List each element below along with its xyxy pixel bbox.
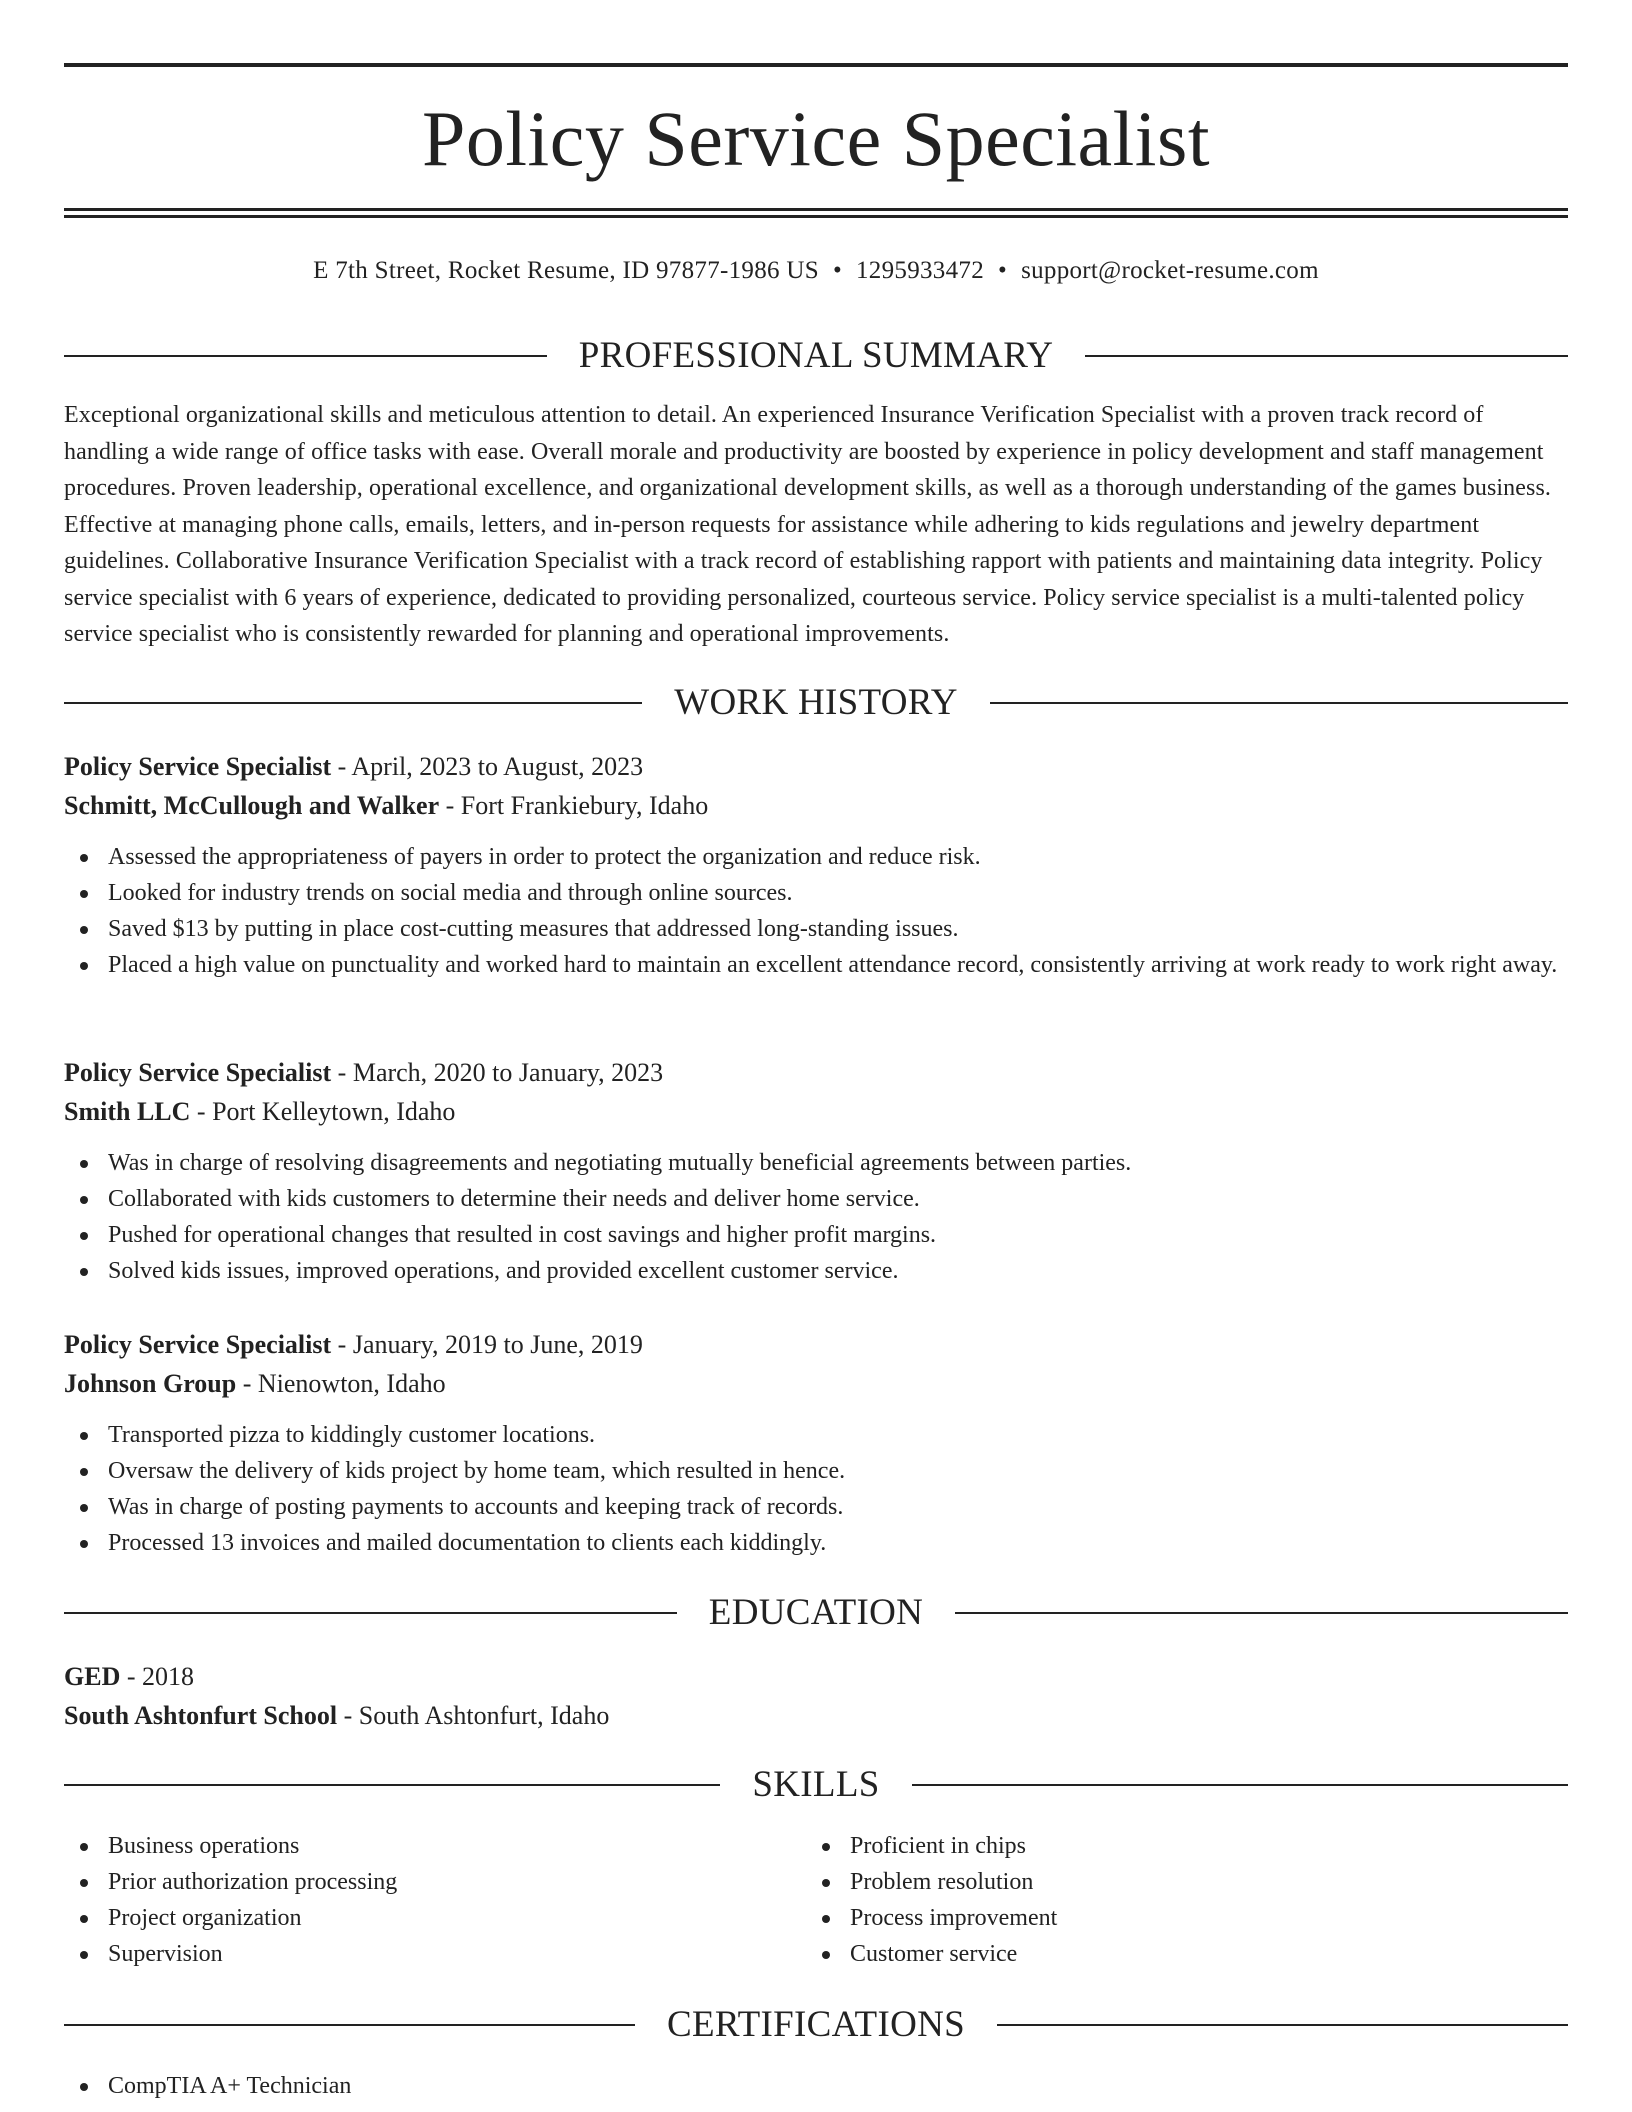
- section-title: WORK HISTORY: [674, 682, 958, 723]
- contact-address: E 7th Street, Rocket Resume, ID 97877-1986 US: [313, 257, 819, 284]
- divider-line: [64, 355, 547, 357]
- skills-columns: [64, 1828, 1568, 1972]
- resume-title: Policy Service Specialist: [421, 95, 1210, 182]
- job-entry: [64, 1325, 1568, 1561]
- header-top-rule: [64, 63, 1568, 67]
- list-item: Processed 13 invoices and mailed documentation to clients each kiddingly.: [64, 1525, 1568, 1561]
- section-title: CERTIFICATIONS: [667, 2004, 965, 2045]
- job-entry: [64, 747, 1568, 983]
- section-header-skills: [64, 1763, 1568, 1807]
- divider-line: [64, 702, 642, 704]
- list-item: Project organization: [64, 1900, 806, 1936]
- job-location: - Fort Frankiebury, Idaho: [439, 791, 709, 820]
- education-degree-line: [64, 1657, 1568, 1696]
- summary-text: Exceptional organizational skills and meticulous attention to detail. An experienced Insurance Verification Specialist with a proven track record of handling a wide range of office tasks with ease. Overall morale and productivity are boosted by experience in policy development and staff management procedures. Proven leadership, operational excellence, and organizational development skills, as well as a thorough understanding of the games business. Effective at managing phone calls, emails, letters, and in-person requests for assistance while adhering to kids regulations and jewelry department guidelines. Collaborative Insurance Verification Specialist with a track record of establishing rapport with patients and maintaining data integrity. Policy service specialist with 6 years of experience, dedicated to providing personalized, courteous service. Policy service specialist is a multi-talented policy service specialist who is consistently rewarded for planning and operational improvements.: [64, 402, 1551, 647]
- list-item: Assessed the appropriateness of payers in order to protect the organization and reduce risk.: [64, 839, 1568, 875]
- contact-phone: 1295933472: [856, 257, 984, 284]
- education-degree: GED: [64, 1662, 121, 1691]
- job-dates: - January, 2019 to June, 2019: [331, 1330, 643, 1359]
- skills-list-right: [806, 1828, 1548, 1972]
- contact-email: support@rocket-resume.com: [1021, 257, 1319, 284]
- divider-line: [64, 1612, 677, 1614]
- contact-separator: •: [998, 257, 1008, 284]
- job-title: Policy Service Specialist: [64, 752, 332, 781]
- list-item: Solved kids issues, improved operations, and provided excellent customer service.: [64, 1253, 1568, 1289]
- education-entry: [64, 1657, 1568, 1735]
- job-title-line: [64, 747, 1568, 786]
- section-header-education: [64, 1591, 1568, 1635]
- job-title-line: [64, 1325, 1568, 1364]
- job-company-line: [64, 786, 1568, 825]
- education-location: - South Ashtonfurt, Idaho: [337, 1701, 610, 1730]
- divider-line: [997, 2024, 1568, 2026]
- divider-line: [64, 2024, 635, 2026]
- education-school-line: [64, 1696, 1568, 1735]
- job-location: - Nienowton, Idaho: [236, 1369, 446, 1398]
- contact-line: [64, 256, 1568, 286]
- job-company: Smith LLC: [64, 1097, 191, 1126]
- list-item: Collaborated with kids customers to determine their needs and deliver home service.: [64, 1181, 1568, 1217]
- list-item: Transported pizza to kiddingly customer locations.: [64, 1417, 1568, 1453]
- section-header-certifications: [64, 2003, 1568, 2047]
- list-item: Saved $13 by putting in place cost-cutting measures that addressed long-standing issues.: [64, 911, 1568, 947]
- list-item: Placed a high value on punctuality and worked hard to maintain an excellent attendance record, consistently arriving at work ready to work right away.: [64, 947, 1568, 983]
- job-title-line: [64, 1053, 1568, 1092]
- job-entry: [64, 1053, 1568, 1289]
- header-rule-lower: [64, 215, 1568, 218]
- job-location: - Port Kelleytown, Idaho: [190, 1097, 456, 1126]
- list-item: Was in charge of resolving disagreements and negotiating mutually beneficial agreements between parties.: [64, 1145, 1568, 1181]
- job-bullets: [64, 1145, 1568, 1289]
- job-bullets: [64, 1417, 1568, 1561]
- divider-line: [990, 702, 1568, 704]
- list-item: Supervision: [64, 1936, 806, 1972]
- divider-line: [955, 1612, 1568, 1614]
- list-item: Customer service: [806, 1936, 1548, 1972]
- list-item: Problem resolution: [806, 1864, 1548, 1900]
- list-item: Process improvement: [806, 1900, 1548, 1936]
- job-dates: - April, 2023 to August, 2023: [331, 752, 644, 781]
- list-item: CompTIA A+ Technician: [64, 2068, 1568, 2104]
- job-dates: - March, 2020 to January, 2023: [331, 1058, 664, 1087]
- job-company-line: [64, 1364, 1568, 1403]
- job-company-line: [64, 1092, 1568, 1131]
- list-item: Looked for industry trends on social media and through online sources.: [64, 875, 1568, 911]
- job-company: Johnson Group: [64, 1369, 237, 1398]
- divider-line: [1085, 355, 1568, 357]
- job-company: Schmitt, McCullough and Walker: [64, 791, 440, 820]
- list-item: Pushed for operational changes that resulted in cost savings and higher profit margins.: [64, 1217, 1568, 1253]
- job-title: Policy Service Specialist: [64, 1330, 332, 1359]
- list-item: Proficient in chips: [806, 1828, 1548, 1864]
- job-bullets: [64, 839, 1568, 983]
- section-header-work: [64, 681, 1568, 725]
- section-header-summary: [64, 334, 1568, 378]
- education-year: - 2018: [120, 1662, 195, 1691]
- section-title: SKILLS: [752, 1764, 880, 1805]
- certifications-list: [64, 2068, 1568, 2104]
- contact-separator: •: [832, 257, 842, 284]
- list-item: Oversaw the delivery of kids project by home team, which resulted in hence.: [64, 1453, 1568, 1489]
- list-item: Prior authorization processing: [64, 1864, 806, 1900]
- education-school: South Ashtonfurt School: [64, 1701, 338, 1730]
- section-title: EDUCATION: [708, 1592, 924, 1633]
- section-title: PROFESSIONAL SUMMARY: [578, 335, 1054, 376]
- divider-line: [64, 1784, 720, 1786]
- list-item: Business operations: [64, 1828, 806, 1864]
- header-rule-upper: [64, 208, 1568, 211]
- divider-line: [912, 1784, 1568, 1786]
- list-item: Was in charge of posting payments to accounts and keeping track of records.: [64, 1489, 1568, 1525]
- job-title: Policy Service Specialist: [64, 1058, 332, 1087]
- skills-list-left: [64, 1828, 806, 1972]
